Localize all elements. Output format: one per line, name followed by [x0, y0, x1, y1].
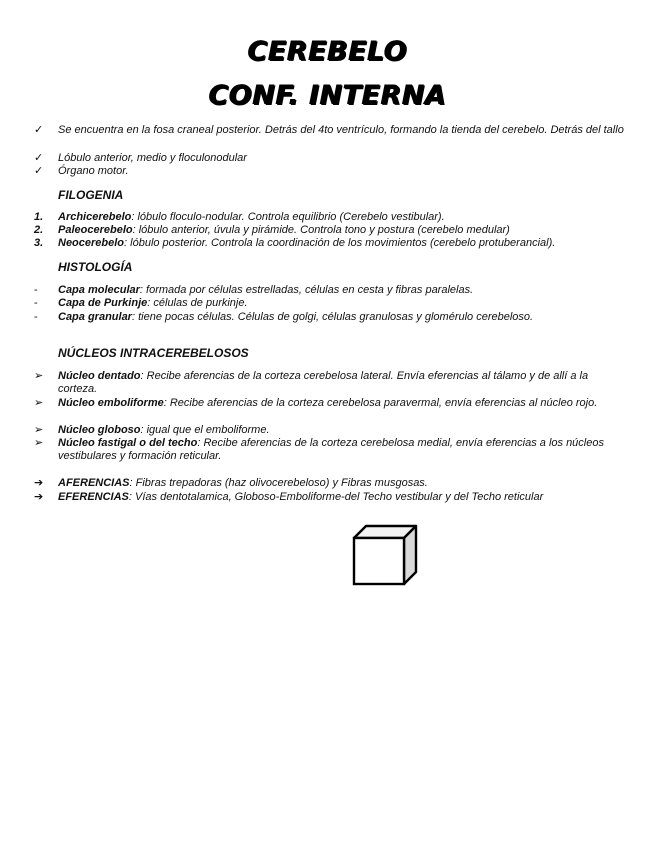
filogenia-item: 1. Archicerebelo: lóbulo floculo-nodular. Controla equilibrio (Cerebelo vestibular).: [34, 211, 445, 223]
nucleos-item: ➢ Núcleo fastigal o del techo: Recibe aferencias de la corteza cerebelosa medial, envía eferencias a los núcleos vestibulares y formación reticular.: [34, 437, 604, 462]
filogenia-item: 3. Neocerebelo: lóbulo posterior. Controla la coordinación de los movimientos (cerebelo protuberancial).: [34, 237, 556, 249]
nucleos-item: ➢ Núcleo emboliforme: Recibe aferencias de la corteza cerebelosa paravermal, envía eferencias al núcleo rojo.: [34, 397, 598, 409]
intro-item: ✓ Órgano motor.: [34, 165, 129, 177]
arrow-right-icon: ➔: [34, 491, 44, 503]
arrowhead-icon: ➢: [34, 370, 44, 382]
check-icon: ✓: [34, 124, 44, 136]
vias-item: ➔ EFERENCIAS: Vías dentotalamica, Globoso-Emboliforme-del Techo vestibular y del Techo reticular: [34, 491, 544, 503]
nucleos-heading: NÚCLEOS INTRACEREBELOSOS: [58, 346, 249, 360]
intro-item: ✓ Se encuentra en la fosa craneal posterior. Detrás del 4to ventrículo, formando la tienda del cerebelo. Detrás del tallo: [34, 124, 624, 136]
check-icon: ✓: [34, 152, 44, 164]
nucleos-item: ➢ Núcleo dentado: Recibe aferencias de la corteza cerebelosa lateral. Envía eferencias al tálamo y de allí a la corteza.: [34, 370, 589, 395]
check-icon: ✓: [34, 165, 44, 177]
title-line-1: CEREBELO: [247, 36, 408, 67]
arrowhead-icon: ➢: [34, 397, 44, 409]
vias-item: ➔ AFERENCIAS: Fibras trepadoras (haz olivocerebeloso) y Fibras musgosas.: [34, 477, 428, 489]
histologia-heading: HISTOLOGÍA: [58, 260, 133, 274]
filogenia-heading: FILOGENIA: [58, 188, 124, 202]
cube-icon: [350, 522, 422, 588]
histologia-item: - Capa de Purkinje: células de purkinje.: [34, 297, 248, 309]
nucleos-item: ➢ Núcleo globoso: igual que el emboliforme.: [34, 424, 270, 436]
title-line-2: CONF. INTERNA: [208, 80, 447, 111]
filogenia-item: 2. Paleocerebelo: lóbulo anterior, úvula y pirámide. Controla tono y postura (cerebelo medular): [34, 224, 510, 236]
arrowhead-icon: ➢: [34, 437, 44, 449]
histologia-item: - Capa molecular: formada por células estrelladas, células en cesta y fibras paralelas.: [34, 284, 474, 296]
histologia-item: - Capa granular: tiene pocas células. Células de golgi, células granulosas y glomérulo cerebeloso.: [34, 311, 534, 323]
intro-item: ✓ Lóbulo anterior, medio y floculonodular: [34, 152, 247, 164]
arrowhead-icon: ➢: [34, 424, 44, 436]
arrow-right-icon: ➔: [34, 477, 44, 489]
